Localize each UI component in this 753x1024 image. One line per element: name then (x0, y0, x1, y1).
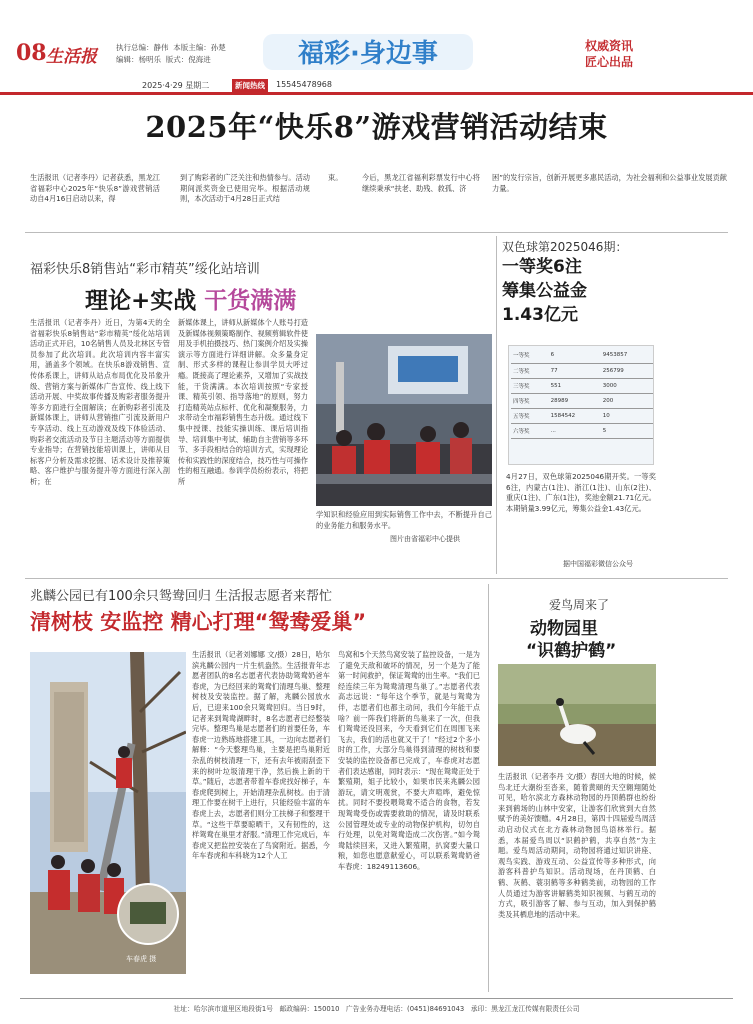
lottery-source: 据中国福彩微信公众号 (563, 560, 633, 568)
volunteer-photo (30, 652, 186, 974)
exec-editor: 执行总编：静伟 (116, 43, 169, 52)
lottery-table (511, 348, 653, 439)
editor: 编辑：杨明乐 (116, 55, 161, 64)
slogan-line-2: 匠心出品 (585, 55, 634, 69)
divider (25, 578, 728, 579)
footer-rule (20, 998, 733, 999)
issue-date: 2025·4·29 星期二 (142, 81, 210, 90)
article4-head-2: “识鹤护鹤” (526, 641, 617, 661)
lottery-table-row (511, 378, 653, 393)
article2-col3: 学知识和经验应用到实际销售工作中去，不断提升自己的业务能力和服务水平。 (316, 510, 492, 530)
article1-col5: 困”的发行宗旨，创新开展更多惠民活动，为社会福利和公益事业发展贡献力量。 (492, 173, 727, 193)
lottery-table-cell: 四等奖 (511, 393, 549, 408)
lottery-table-cell: 6 (549, 348, 601, 363)
article2-headline-b: 干货满满 (204, 288, 297, 314)
lottery-table-row (511, 348, 653, 363)
article3-subhead: 兆麟公园已有100余只鸳鸯回归 生活报志愿者来帮忙 (30, 589, 332, 604)
slogan (585, 38, 633, 70)
lottery-table-cell: 5 (601, 423, 653, 438)
lottery-table-cell: 一等奖 (511, 348, 549, 363)
article2-headline (85, 282, 296, 315)
lottery-table-cell: 77 (549, 363, 601, 378)
volunteer-photo-graphic (30, 652, 186, 974)
article2-headline-a: 理论+实战 (85, 288, 197, 314)
article4-body: 生活报讯（记者李丹 文/摄）春回大地的时候，候鸟北迁大潮纷至沓来，随着黄頤的天空翱翔随处可见，哈尔滨北方森林动物园的丹顶鹤群也纷纷来到鹤场的山林中安家，让游客们欣赏到大自然赋予的美好馈赠。4月28日，第四十四届爱鸟周活动启动仪式在北方森林动物园鸟语林举行。据悉，本届爱鸟周以“识鹤护鹤，共享自然”为主题。爱鸟周活动期间，动物园将通过知识讲座、观鸟实践、游戏互动、公益宣传等多种形式，向游客科普护鸟知识。活动现场，在丹顶鹤、白鹤、灰鹤、蓑羽鹤等多种鹤类前，动物园的工作人员通过为游客讲解鹤类知识视频、与鹤互动的方式，吸引游客了解、参与互动，加入到保护鹤类及其栖息地的活动中来。 (498, 772, 656, 919)
lottery-table-row (511, 363, 653, 378)
masthead-rule (0, 92, 753, 95)
footer-printer: 承印：黑龙江龙江传媒有限责任公司 (470, 1005, 580, 1013)
article1-col1: 生活报讯（记者李丹）记者获悉，黑龙江省福彩中心2025年“快乐8”游戏营销活动自4月16日启动以来，得 (30, 173, 160, 204)
lottery-table-cell: 200 (601, 393, 653, 408)
crane-photo (498, 664, 656, 766)
footer-postcode: 邮政编码：150010 (279, 1005, 340, 1013)
lottery-table-cell: 五等奖 (511, 408, 549, 423)
footer (0, 1003, 753, 1013)
training-photo-graphic (316, 334, 492, 506)
footer-ad-license: 广告业务办理电话：(0451)84691043 (345, 1005, 465, 1013)
lottery-table-cell: 三等奖 (511, 378, 549, 393)
page-editor: 本版主编：孙楚 (173, 43, 226, 52)
divider (25, 232, 728, 233)
article4-head-1: 动物园里 (530, 619, 598, 639)
banner-title: 福彩·身边事 (298, 39, 438, 69)
article3-headline: 清树枝 安监控 精心打理“鸳鸯爱巢” (30, 610, 367, 634)
lottery-table-cell: ... (549, 423, 601, 438)
article2-photo-caption: 图片由省福彩中心提供 (390, 535, 460, 543)
lottery-table-cell: 二等奖 (511, 363, 549, 378)
hotline-number: 15545478968 (276, 80, 332, 89)
lottery-head-3: 1.43亿元 (502, 305, 578, 325)
lottery-table-cell: 256799 (601, 363, 653, 378)
article3-photo-caption: 车春虎 摄 (126, 955, 157, 963)
lottery-table-cell: 六等奖 (511, 423, 549, 438)
hotline-label: 新闻热线 (232, 79, 268, 92)
training-photo (316, 334, 492, 506)
page-number: 08 (16, 40, 47, 66)
lottery-table-row (511, 408, 653, 423)
lottery-table-cell: 1584542 (549, 408, 601, 423)
lottery-head-2: 筹集公益金 (502, 281, 587, 301)
crane-photo-graphic (498, 664, 656, 766)
lottery-table-row (511, 423, 653, 438)
article1-col4: 今后，黑龙江省福利彩票发行中心将继续秉承“扶老、助残、救孤、济 (362, 173, 480, 193)
lottery-head-1: 一等奖6注 (502, 257, 582, 277)
footer-address: 社址：哈尔滨市道里区地段街1号 (173, 1005, 273, 1013)
lottery-table-cell: 10 (601, 408, 653, 423)
article2-col1: 生活报讯（记者李丹）近日，为第4天的全省福彩快乐8销售站“彩市精英”绥化站培训活动正式开启，10名销售人员及北林区专管员参加了此次培训。此次培训内容丰富实用，涵盖多个领域。在快乐8游戏销售、宣传体系课上，讲师从站点布局优化及吊象升级、营销方案与新媒体广告宣传、线上线下活动开展、中奖故事传播及购彩者服务提升等多方面进行全面解读；在新购彩者引流及新媒体课上，讲师从营销推广引流及新用户专享活动、线上互动游戏及线下体验活动、购彩者交流活动及节日主题活动等方面提供专业指导；在营销技能培训课上，讲师从目标客户分析及需求挖掘、话术设计及推荐策略、客户维护与服务提升等方面进行深入剖析；在 (30, 318, 170, 486)
newspaper-name: 生活报 (46, 47, 97, 67)
article4-subhead: 爱鸟周来了 (549, 598, 610, 612)
article2-subhead: 福彩快乐8销售站“彩市精英”绥化站培训 (30, 262, 260, 277)
article3-col2: 鸟窝和5个天然鸟窝安装了监控设备，一是为了避免天敌和破坏的情况，另一个是为了能第一时间救护，保证鸳鸯的出生率。“我们已经连续三年为鸳鸯清理鸟巢了。”志愿者代表高志远说：“每年这个季节，就是与鸳鸯为伴，志愿者们也都主动问，我们今年能干点啥？前一阵我们将新的鸟巢来了一次，但我们鸳鸯还没回来，今天看到它们在周围飞来飞去，我们的活也就又干了！”经过2个多小时的工作，大部分鸟巢得到清理的树枝和要安装的监控设备都已完成了，车春虎对志愿者们表达感谢，同时表示：“现在鸳鸯正处于繁殖期，姐子比较小，如果市民来兆麟公园游玩，请文明观赏，不要大声喧哗，避免惊扰。同时不要投喂鸳鸯不适合的食物，若发现鸳鸯受伤或需要救助的情况，请及时联系公园管理处或专业的动物保护机构，切勿自行处理，以免对鸳鸯造成二次伤害。”如今鸳鸯陆续回来，又进入繁殖期，扒窝要大量口粮，如您也愿意献爱心，可以联系鸳鸯奶爸车春虎：18249113606。 (338, 650, 480, 871)
lottery-subhead: 双色球第2025046期： (502, 240, 628, 254)
lottery-result-image (508, 345, 654, 465)
slogan-line-1: 权威资讯 (585, 39, 634, 53)
masthead-meta (116, 42, 226, 66)
lottery-table-cell: 28989 (549, 393, 601, 408)
banner-graphic (253, 28, 483, 78)
article1-headline: 2025年“快乐8”游戏营销活动结束 (145, 110, 608, 144)
article2-col2: 新媒体课上，讲师从新媒体个人账号打造及新媒体视频策略制作、视频剪辑软件使用及手机拍摄技巧、热门案例介绍及实操演示等方面进行详细讲解。众多量身定制、形式多样的课程让参训学员大呼过瘾。既接高了理论素养，又增加了实战技能，干货满满。本次培训按照“专家授课、精英引领、指导落地”的原则，努力打造精英站点标杆、优化和凝聚服务，力求带动全市福彩销售生态升级。通过线下集中授课、技能实操训练、课后培训指导、培训集中考试、辅助自主营销等多环节、多手段相结合的培训方式，实现理论传和实践性的深度结合，技巧性与可操作性的相互融通。参训学员纷纷表示，将把所 (178, 318, 308, 486)
column-divider (496, 236, 497, 574)
lottery-table-cell: 551 (549, 378, 601, 393)
column-divider (488, 584, 489, 992)
lottery-table-cell: 9453857 (601, 348, 653, 363)
article1-col2: 到了购彩者的广泛关注和热情参与。活动期间派奖资金已使用完毕。根据活动规则，本次活动于4月28日正式结 (180, 173, 310, 204)
article1-col3: 束。 (328, 173, 343, 182)
designer: 版式：倪海进 (165, 55, 211, 64)
article3-col1: 生活报讯（记者刘娜娜 文/摄）28日，哈尔滨兆麟公园内一片生机盎然。生活报青年志愿者团队的8名志愿者代表协助鸳鸯奶爸车春虎，为已经回来的鸳鸯们清理鸟巢、整理树枝及安装监控。据了解，兆麟公园放水后，已迎来100余只鸳鸯回归。当日9时，记者来到鸳鸯湖畔时，8名志愿者已经整装完毕。整理鸟巢是志愿者们的首要任务，车春虎一边熟练地搭建工具，一边向志愿者们解释：“今天整理鸟巢，主要是把鸟巢附近杂乱的树枝清理一下，还有去年被雨刮歪下来的树叶垃圾清理干净，然后换上新的干草。”随后，志愿者带着车春虎找好梯子，车春虎爬到树上，开始清理杂乱树枝。由于清理工作要在树干上进行，只能经验丰富的车春虎上去，志愿者们则分工扶梯子和整理干草。“这些干草要晾晒干，又有韧性的，这样鸳鸯在巢里才舒服。”清理工作完成后，车春虎又把监控安装在了鸟窝附近。据悉，今年车春虎和车科晓为12个人工 (192, 650, 330, 861)
lottery-box (502, 238, 656, 327)
lottery-table-row (511, 393, 653, 408)
lottery-body: 4月27日，双色球第2025046期开奖。一等奖6注，内蒙古(1注)、浙江(1注)、山东(2注)、重庆(1注)、广东(1注)，奖池金额21.71亿元。本期销量3.99亿元，筹集公益金1.43亿元。 (506, 472, 656, 513)
lottery-table-cell: 3000 (601, 378, 653, 393)
